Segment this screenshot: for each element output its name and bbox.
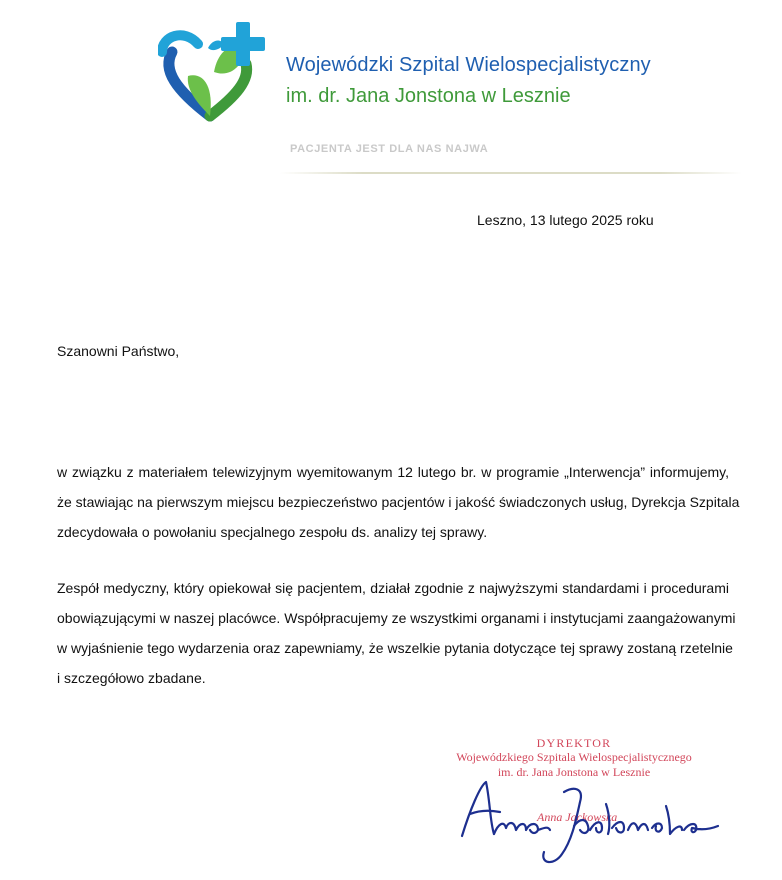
- paragraph-line: w wyjaśnienie tego wydarzenia oraz zapewniamy, że wszelkie pytania dotyczące tej sprawy zostaną rzetelnie: [57, 640, 733, 656]
- hospital-patron: im. dr. Jana Jonstona w Lesznie: [286, 85, 571, 107]
- stamp-title: DYREKTOR: [536, 736, 612, 750]
- header-divider: [280, 172, 742, 174]
- paragraph-1: [57, 457, 740, 547]
- paragraph-line: obowiązującymi w naszej placówce. Współpracujemy ze wszystkimi organami i instytucjami zaangażowanymi: [57, 610, 736, 626]
- paragraph-line: zdecydowała o powołaniu specjalnego zespołu ds. analizy tej sprawy.: [57, 524, 488, 540]
- stamp-patron: im. dr. Jana Jonstona w Lesznie: [497, 765, 651, 779]
- paragraph-line: że stawiając na pierwszym miejscu bezpieczeństwo pacjentów i jakość świadczonych usług, Dyrekcja Szpitala: [57, 494, 740, 510]
- paragraph-line: i szczegółowo zbadane.: [57, 670, 206, 686]
- paragraph-line: w związku z materiałem telewizyjnym wyemitowanym 12 lutego br. w programie „Interwencja” informujemy,: [57, 464, 729, 480]
- handwritten-signature-icon: [456, 770, 726, 874]
- hospital-heart-cross-logo-icon: [158, 18, 276, 126]
- letter-salutation: Szanowni Państwo,: [57, 343, 180, 359]
- letter-date: Leszno, 13 lutego 2025 roku: [477, 212, 654, 228]
- hospital-motto: PACJENTA JEST DLA NAS NAJWA: [290, 143, 489, 155]
- stamp-institution: Wojewódzkiego Szpitala Wielospecjalistycznego: [456, 750, 692, 764]
- hospital-name: Wojewódzki Szpital Wielospecjalistyczny: [286, 54, 651, 76]
- paragraph-line: Zespół medyczny, który opiekował się pacjentem, działał zgodnie z najwyższymi standardami i procedurami: [57, 580, 729, 596]
- stamp-director-name: Anna Jackowska: [537, 810, 618, 824]
- paragraph-2: [57, 573, 736, 693]
